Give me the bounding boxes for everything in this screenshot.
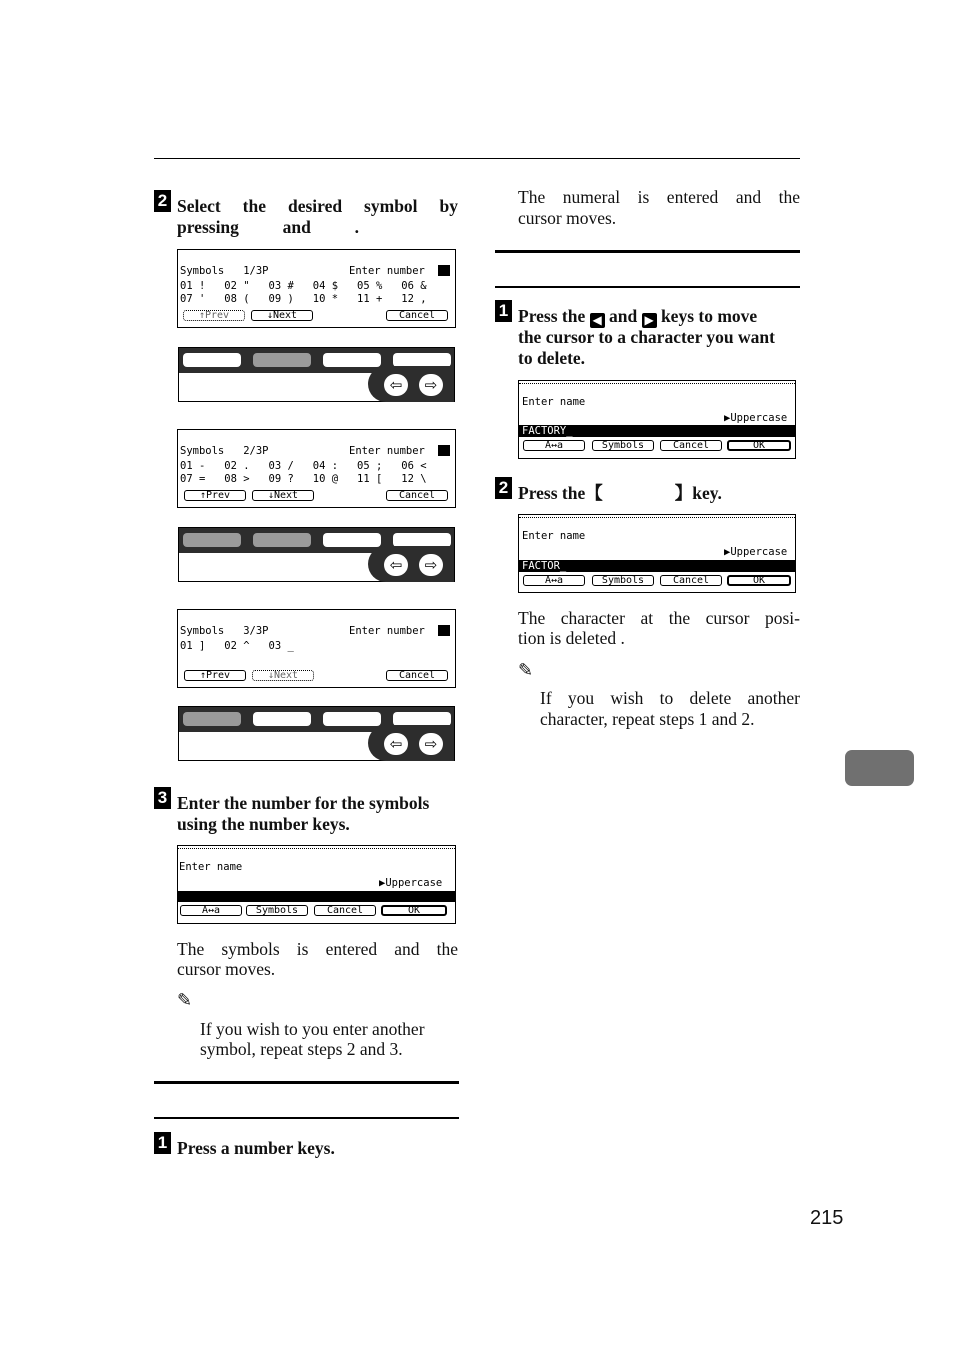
book-icon	[438, 625, 450, 636]
panel-key[interactable]	[323, 353, 381, 367]
symbol-row: 01 ] 02 ^ 03 _	[180, 640, 294, 652]
next-button[interactable]: ↓Next	[252, 490, 314, 501]
symbol-row: 01 - 02 . 03 / 04 : 05 ; 06 <	[180, 460, 427, 472]
panel-key[interactable]	[393, 712, 451, 726]
step-number: 2	[495, 477, 512, 499]
arrow-right-icon[interactable]: ⇨	[419, 374, 443, 396]
step-text: Enter the number for the symbols	[177, 793, 430, 813]
dotted-divider	[178, 848, 455, 849]
arrow-right-icon[interactable]: ⇨	[419, 733, 443, 755]
lcd-title: Enter name	[179, 861, 243, 873]
result-text: The symbols is entered and the	[177, 939, 458, 959]
step-text	[518, 483, 722, 504]
note-text: symbol, repeat steps 2 and 3.	[200, 1039, 403, 1059]
step-number: 1	[154, 1132, 171, 1154]
lcd-title: Symbols 3/3P	[180, 625, 269, 637]
page-number: 215	[810, 1207, 844, 1229]
lcd-screen	[177, 609, 456, 688]
note-text: If you wish to you enter another	[200, 1019, 425, 1039]
step-number: 1	[495, 300, 512, 322]
panel-key[interactable]	[253, 353, 311, 367]
lcd-title: Symbols 1/3P	[180, 265, 269, 277]
prev-button[interactable]: ↑Prev	[183, 310, 245, 321]
chapter-tab	[845, 750, 914, 786]
case-toggle-button[interactable]: A↔a	[523, 440, 585, 451]
step-text-part: 】key.	[674, 483, 722, 503]
cancel-button[interactable]: Cancel	[660, 575, 722, 586]
section-rule	[154, 1081, 459, 1084]
cancel-button[interactable]: Cancel	[660, 440, 722, 451]
symbols-button[interactable]: Symbols	[592, 575, 654, 586]
control-panel	[178, 347, 455, 402]
book-icon	[438, 265, 450, 276]
panel-key[interactable]	[323, 712, 381, 726]
input-value: FACTOR_	[522, 560, 567, 572]
next-button[interactable]: ↓Next	[252, 670, 314, 681]
step-text: the cursor to a character you want	[518, 327, 775, 347]
panel-key[interactable]	[183, 533, 241, 547]
step-text: Select the desired symbol by	[177, 196, 458, 216]
pencil-icon: ✎	[518, 660, 534, 681]
step-text-part: and	[608, 306, 638, 326]
panel-key[interactable]	[393, 533, 451, 547]
symbols-button[interactable]: Symbols	[246, 905, 308, 916]
result-text: cursor moves.	[518, 208, 617, 228]
lcd-screen	[177, 249, 456, 328]
ok-button[interactable]: OK	[727, 440, 791, 451]
input-field[interactable]	[519, 425, 795, 437]
arrow-left-icon[interactable]: ⇦	[384, 733, 408, 755]
note-text: If you wish to delete another	[540, 688, 800, 708]
symbol-row: 01 ! 02 " 03 # 04 $ 05 % 06 &	[180, 280, 427, 292]
result-text: The character at the cursor posi-	[518, 608, 800, 628]
arrow-right-icon: ▶	[642, 313, 657, 328]
book-icon	[438, 445, 450, 456]
cancel-button[interactable]: Cancel	[386, 670, 448, 681]
control-panel	[178, 527, 455, 582]
step-text-part: Press the	[518, 306, 586, 326]
step-text: Press a number keys.	[177, 1138, 335, 1158]
step-number: 2	[154, 190, 171, 212]
lcd-screen	[177, 429, 456, 508]
cancel-button[interactable]: Cancel	[386, 310, 448, 321]
control-panel	[178, 706, 455, 761]
panel-key[interactable]	[253, 712, 311, 726]
input-field[interactable]	[519, 560, 795, 572]
lcd-hint: Enter number	[349, 625, 425, 637]
prev-button[interactable]: ↑Prev	[184, 490, 246, 501]
panel-key[interactable]	[253, 533, 311, 547]
ok-button[interactable]: OK	[381, 905, 447, 916]
arrow-right-icon[interactable]: ⇨	[419, 554, 443, 576]
panel-key[interactable]	[183, 712, 241, 726]
lcd-hint: Enter number	[349, 265, 425, 277]
input-value: FACTORY_	[522, 425, 573, 437]
case-toggle-button[interactable]: A↔a	[523, 575, 585, 586]
arrow-left-icon[interactable]: ⇦	[384, 374, 408, 396]
result-text: tion is deleted .	[518, 628, 625, 648]
section-rule	[495, 250, 800, 253]
panel-key[interactable]	[393, 353, 451, 367]
symbols-button[interactable]: Symbols	[592, 440, 654, 451]
symbol-row: 07 ' 08 ( 09 ) 10 * 11 + 12 ,	[180, 293, 427, 305]
cancel-button[interactable]: Cancel	[314, 905, 376, 916]
symbol-row: 07 = 08 > 09 ? 10 @ 11 [ 12 \	[180, 473, 427, 485]
step-text-part: Press the【	[518, 483, 603, 503]
result-text: cursor moves.	[177, 959, 276, 979]
pencil-icon: ✎	[177, 990, 193, 1011]
arrow-left-icon: ◀	[590, 313, 605, 328]
top-rule	[154, 158, 800, 159]
arrow-left-icon[interactable]: ⇦	[384, 554, 408, 576]
step-text-part: keys to move	[660, 306, 758, 326]
lcd-hint: Enter number	[349, 445, 425, 457]
dotted-divider	[519, 383, 795, 384]
section-rule	[154, 1117, 459, 1119]
lcd-screen	[177, 845, 456, 924]
mode-indicator: ▶Uppercase	[724, 546, 788, 558]
note-text: character, repeat steps 1 and 2.	[540, 709, 755, 729]
lcd-title: Symbols 2/3P	[180, 445, 269, 457]
step-number: 3	[154, 787, 171, 809]
step-text: to delete.	[518, 348, 586, 368]
lcd-title: Enter name	[522, 396, 586, 408]
mode-indicator: ▶Uppercase	[379, 877, 443, 889]
section-rule	[495, 286, 800, 288]
ok-button[interactable]: OK	[727, 575, 791, 586]
input-field[interactable]	[178, 891, 455, 902]
prev-button[interactable]: ↑Prev	[184, 670, 246, 681]
step-text: pressing and .	[177, 217, 360, 237]
step-text: using the number keys.	[177, 814, 350, 834]
mode-indicator: ▶Uppercase	[724, 412, 788, 424]
result-text: The numeral is entered and the	[518, 187, 800, 207]
panel-key[interactable]	[323, 533, 381, 547]
lcd-screen	[518, 380, 796, 459]
case-toggle-button[interactable]: A↔a	[180, 905, 242, 916]
step-text	[518, 306, 800, 328]
panel-key[interactable]	[183, 353, 241, 367]
lcd-screen	[518, 514, 796, 593]
dotted-divider	[519, 517, 795, 518]
cancel-button[interactable]: Cancel	[386, 490, 448, 501]
next-button[interactable]: ↓Next	[251, 310, 313, 321]
lcd-title: Enter name	[522, 530, 586, 542]
